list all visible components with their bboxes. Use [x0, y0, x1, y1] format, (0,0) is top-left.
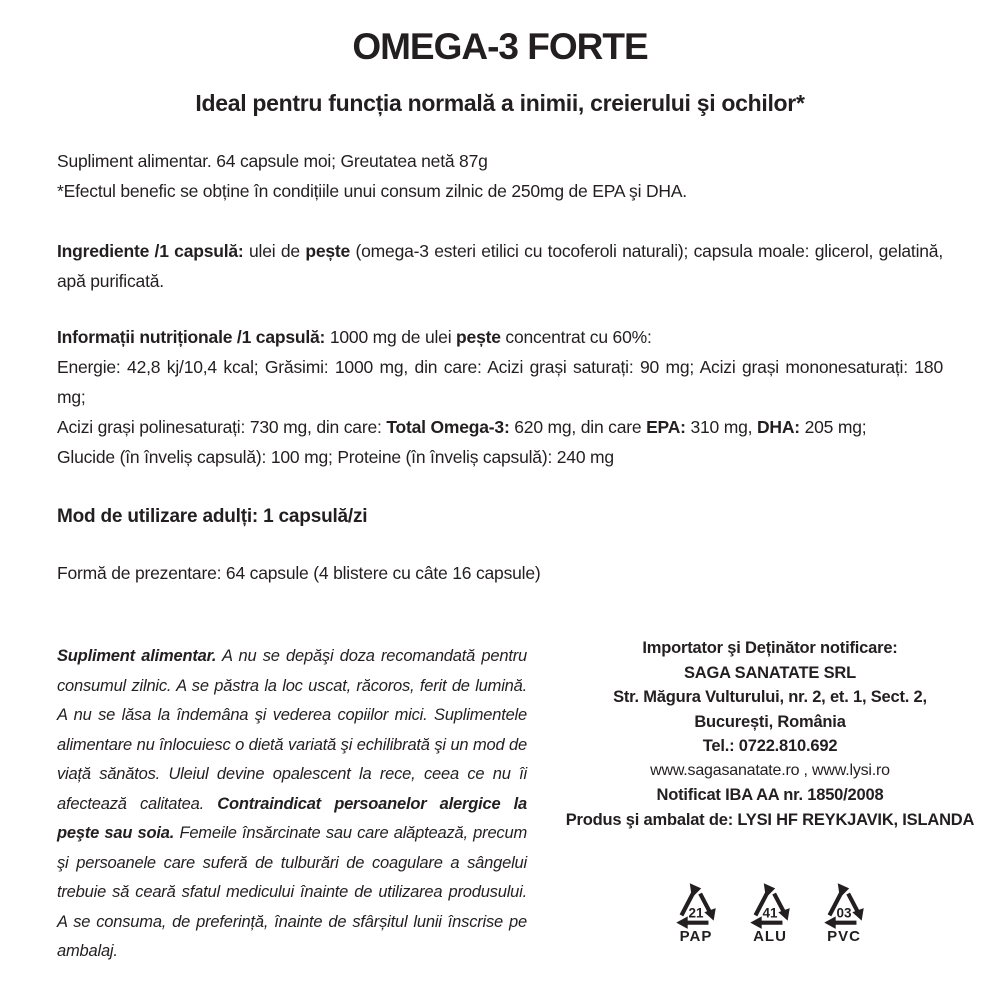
product-subtitle: Ideal pentru funcția normală a inimii, creierului şi ochilor* [195, 90, 805, 116]
manufacturer-line: Produs şi ambalat de: LYSI HF REYKJAVIK, ISLANDA [565, 810, 975, 829]
poly-mid2: 310 mg, [685, 417, 757, 437]
importer-company: SAGA SANATATE SRL [684, 663, 856, 682]
notification-number: Notificat IBA AA nr. 1850/2008 [656, 786, 884, 804]
ingredients-text: ulei de [243, 241, 306, 261]
poly-pre: Acizi grași polinesaturați: 730 mg, din care: [57, 417, 387, 437]
recycle-triangle-icon [669, 880, 723, 930]
usage-instructions: Mod de utilizare adulți: 1 capsulă/zi [57, 506, 368, 527]
recycling-symbols [560, 880, 980, 945]
importer-address-city: București, România [694, 712, 846, 731]
recycle-code: 41 [762, 905, 778, 921]
total-omega3-label: Total Omega-3: [386, 417, 510, 437]
importer-websites: www.sagasanatate.ro , www.lysi.ro [650, 761, 890, 779]
recycle-code: 03 [836, 905, 852, 921]
nutrition-heading-rest: concentrat cu 60%: [500, 327, 652, 347]
poly-end: 205 mg; [799, 417, 867, 437]
label-header [0, 26, 1000, 117]
recycling-symbol-pap [667, 880, 725, 945]
recycle-material-label: PAP [679, 928, 713, 945]
recycle-triangle-icon [743, 880, 797, 930]
recycle-material-label: PVC [827, 928, 861, 945]
epa-label: EPA: [646, 417, 686, 437]
intro-line-benefit: *Efectul benefic se obține în condițiile unui consum zilnic de 250mg de EPA şi DHA. [57, 181, 687, 201]
importer-phone: Tel.: 0722.810.692 [702, 737, 838, 755]
nutrition-heading-label: Informații nutriționale /1 capsulă: [57, 327, 326, 347]
dha-label: DHA: [756, 417, 800, 437]
ingredients-fish-bold: pește [305, 241, 351, 261]
importer-block [560, 636, 980, 832]
nutrition-poly-line [57, 412, 943, 442]
presentation-form: Formă de prezentare: 64 capsule (4 blistere cu câte 16 capsule) [57, 563, 541, 583]
label-body [57, 146, 943, 588]
product-title: OMEGA-3 FORTE [352, 26, 648, 67]
importer-heading: Importator şi Deținător notificare: [642, 639, 898, 657]
ingredients-paragraph [57, 236, 943, 296]
nutrition-energy-line: Energie: 42,8 kj/10,4 kcal; Grăsimi: 1000 mg, din care: Acizi grași saturați: 90 mg; Acizi grași mononesaturați: 180 mg; [57, 357, 943, 407]
ingredients-label: Ingrediente /1 capsulă: [57, 241, 244, 261]
nutrition-glucide-line: Glucide (în înveliș capsulă): 100 mg; Proteine (în înveliș capsulă): 240 mg [57, 447, 614, 467]
intro-line-quantity: Supliment alimentar. 64 capsule moi; Greutatea netă 87g [57, 151, 488, 171]
recycling-symbol-alu [741, 880, 799, 945]
recycle-triangle-icon [817, 880, 871, 930]
warnings-text-1: A nu se depăşi doza recomandată pentru consumul zilnic. A se păstra la loc uscat, răcoros, ferit de lumină. A nu se lăsa la îndemâna şi vederea copiilor mici. Suplimentele alimentare nu înlocuiesc o dietă variată şi echilibrată şi un mod de viață sănătos. Uleiul devine opalescent la rece, ceea ce nu îi afectează calitatea. [57, 647, 527, 813]
warnings-lead-bold: Supliment alimentar. [57, 647, 217, 665]
warnings-text-2: Femeile însărcinate sau care alăptează, precum şi persoanele care suferă de tulburări de coagulare a sângelui trebuie să ceară sfatul medicului înainte de utilizarea produsului. A se consuma, de preferință, înainte de sfârșitul lunii înscrise pe ambalaj. [57, 824, 527, 960]
warnings-paragraph [57, 642, 527, 967]
warnings-contraindication-bold: Contraindicat persoanelor alergice la peşte sau soia. [57, 794, 528, 842]
nutrition-heading-fish-bold: pește [456, 327, 501, 347]
ingredients-rest: (omega-3 esteri etilici cu tocoferoli naturali); capsula moale: glicerol, gelatină, apă purificată. [57, 241, 943, 291]
nutrition-heading [57, 322, 943, 352]
nutrition-heading-pre: 1000 mg de ulei [325, 327, 457, 347]
recycle-material-label: ALU [753, 928, 787, 945]
recycle-code: 21 [688, 905, 704, 921]
recycling-symbol-pvc [815, 880, 873, 945]
poly-mid1: 620 mg, din care [509, 417, 647, 437]
importer-address-street: Str. Măgura Vulturului, nr. 2, et. 1, Sect. 2, [613, 688, 927, 706]
